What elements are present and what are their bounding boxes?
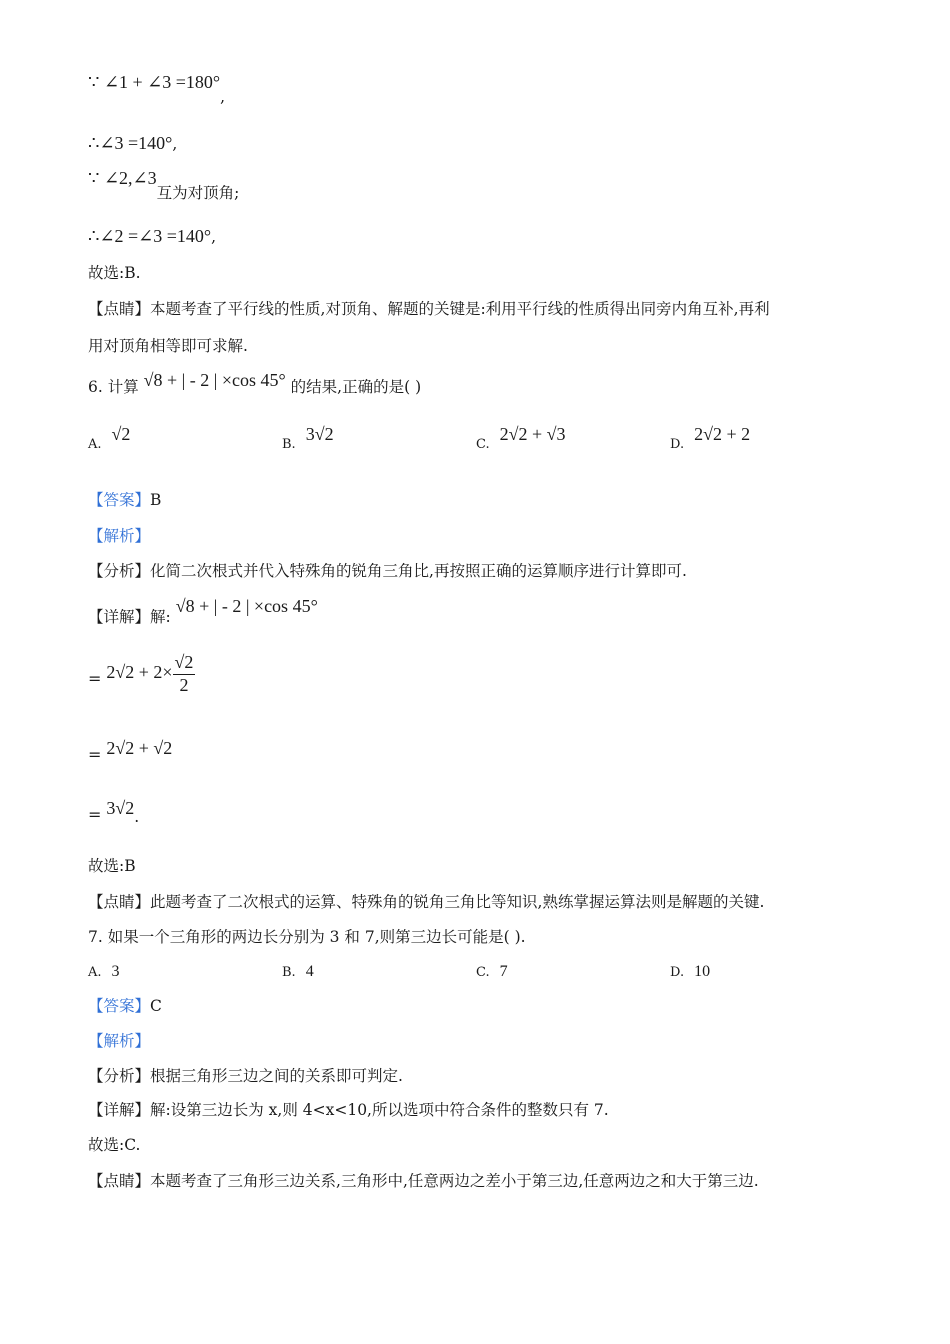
math-angles: ∵ ∠2,∠3 bbox=[88, 168, 157, 188]
q6-dianjing: 【点睛】此题考查了二次根式的运算、特殊角的锐角三角比等知识,熟练掌握运算法则是解题的关键. bbox=[88, 893, 765, 911]
q7-option-c: C. 7 bbox=[476, 963, 508, 980]
q7-detail: 【详解】解:设第三边长为 x,则 4<x<10,所以选项中符合条件的整数只有 7. bbox=[88, 1101, 609, 1119]
q6-step2: = 2√2 + √2 bbox=[88, 738, 173, 764]
fenxi-tag: 【分析】 bbox=[88, 1067, 151, 1085]
q6-answer: 【答案】B bbox=[88, 491, 162, 509]
math-angle3: ∴∠3 =140° bbox=[88, 133, 173, 153]
dianjing-tag: 【点睛】 bbox=[88, 1172, 151, 1190]
q6-option-b: B.3√2 bbox=[282, 424, 334, 452]
q6-step3: = 3√2. bbox=[88, 798, 140, 826]
fraction: $\frac{√2}{2}$ bbox=[174, 652, 194, 695]
line-angle2: ∴∠2 =∠3 =140°, bbox=[88, 226, 217, 246]
choose-line-prev: 故选:B. bbox=[88, 264, 141, 282]
line-angle-sum: ∵ ∠1 + ∠3 =180°, bbox=[88, 72, 226, 106]
q7-stem: 7. 如果一个三角形的两边长分别为 3 和 7,则第三边长可能是( ). bbox=[88, 928, 526, 946]
q7-choose: 故选:C. bbox=[88, 1136, 141, 1154]
q7-fenxi: 【分析】根据三角形三边之间的关系即可判定. bbox=[88, 1067, 403, 1085]
q7-dianjing: 【点睛】本题考查了三角形三边关系,三角形中,任意两边之差小于第三边,任意两边之和大于第三边. bbox=[88, 1172, 759, 1190]
q6-option-a: A.√2 bbox=[88, 424, 131, 452]
q6-option-c: C.2√2 + √3 bbox=[476, 424, 566, 452]
q6-detail-math: √8 + | - 2 | ×cos 45° bbox=[175, 596, 318, 616]
q7-answer: 【答案】C bbox=[88, 997, 162, 1015]
answer-tag: 【答案】 bbox=[88, 491, 151, 509]
q6-detail: 【详解】解: √8 + | - 2 | ×cos 45° bbox=[88, 596, 318, 626]
q6-stem-math: √8 + | - 2 | ×cos 45° bbox=[143, 370, 286, 390]
answer-tag: 【答案】 bbox=[88, 997, 151, 1015]
math-angle-sum: ∵ ∠1 + ∠3 =180° bbox=[88, 72, 221, 92]
fenxi-tag: 【分析】 bbox=[88, 562, 151, 580]
q6-choose: 故选:B bbox=[88, 857, 136, 875]
q6-step1: = 2√2 + 2× $\frac{√2}{2}$ bbox=[88, 652, 194, 695]
q6-fenxi: 【分析】化简二次根式并代入特殊角的锐角三角比,再按照正确的运算顺序进行计算即可. bbox=[88, 562, 687, 580]
q7-analysis-tag: 【解析】 bbox=[88, 1032, 151, 1050]
dianjing-line-prev-2: 用对顶角相等即可求解. bbox=[88, 337, 248, 355]
detail-tag: 【详解】 bbox=[88, 1101, 151, 1119]
q7-option-b: B. 4 bbox=[282, 963, 314, 980]
dianjing-tag: 【点睛】 bbox=[88, 893, 151, 911]
q7-option-a: A. 3 bbox=[88, 963, 120, 980]
dianjing-tag: 【点睛】 bbox=[88, 300, 151, 318]
q6-option-d: D.2√2 + 2 bbox=[670, 424, 751, 452]
line-angle3: ∴∠3 =140°, bbox=[88, 133, 178, 153]
dianjing-line-prev: 【点睛】本题考查了平行线的性质,对顶角、解题的关键是:利用平行线的性质得出同旁内角互补,再利 bbox=[88, 300, 770, 318]
q6-stem: 6. 计算 √8 + | - 2 | ×cos 45° 的结果,正确的是( ) bbox=[88, 370, 422, 396]
q7-option-d: D. 10 bbox=[670, 963, 711, 980]
math-angle2: ∴∠2 =∠3 =140° bbox=[88, 226, 212, 246]
detail-tag: 【详解】 bbox=[88, 608, 151, 626]
q6-analysis-tag: 【解析】 bbox=[88, 527, 151, 545]
line-vertical-angles: ∵ ∠2,∠3互为对顶角; bbox=[88, 168, 240, 202]
